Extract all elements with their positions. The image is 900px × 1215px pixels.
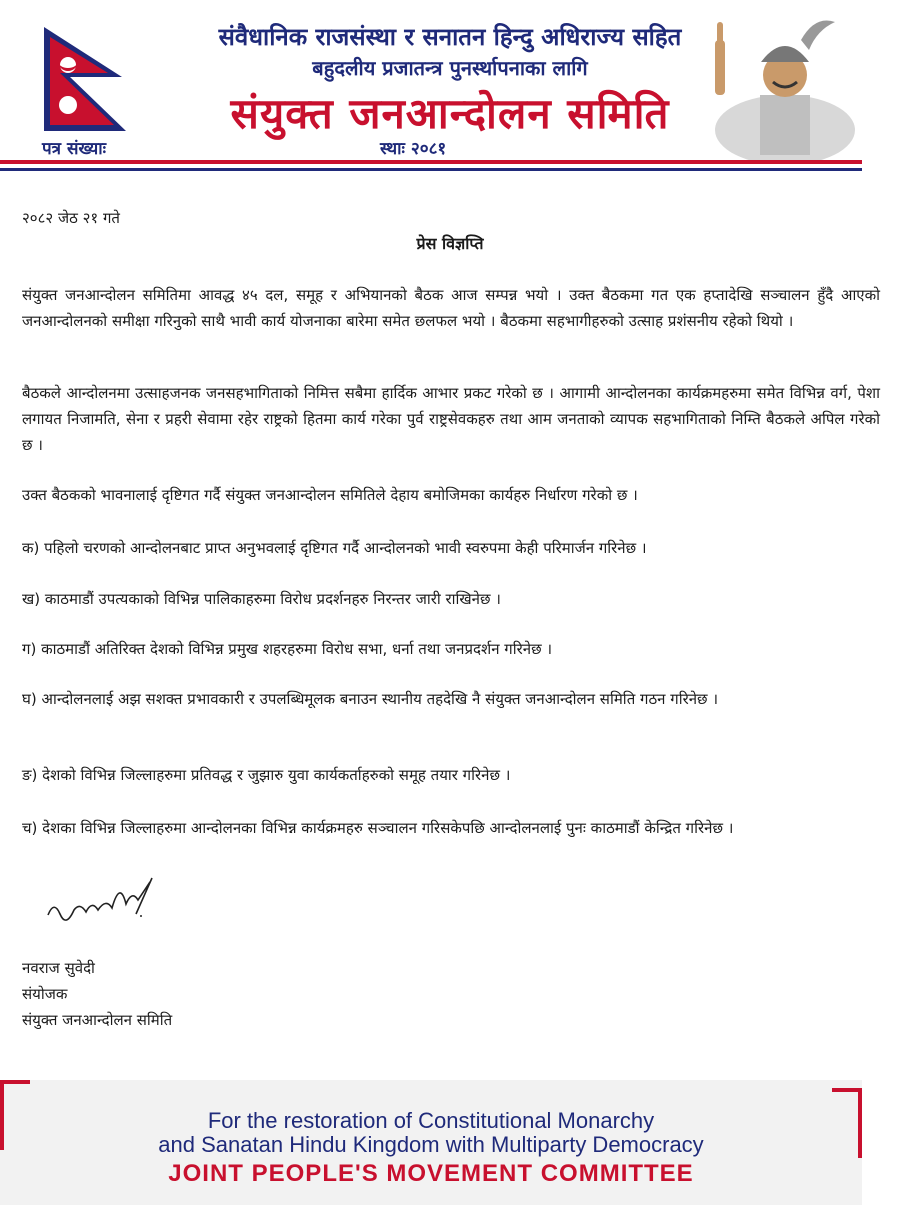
letter-number-label: पत्र संख्याः	[42, 139, 107, 159]
list-item: ङ) देशको विभिन्न जिल्लाहरुमा प्रतिवद्ध र जुझारु युवा कार्यकर्ताहरुको समूह तयार गरिनेछ ।	[22, 766, 511, 784]
list-item: ग) काठमाडौं अतिरिक्त देशको विभिन्न प्रमुख शहरहरुमा विरोध सभा, धर्ना तथा जनप्रदर्शन गरिनेछ ।	[22, 640, 553, 658]
org-name: संयुक्त जनआन्दोलन समिति	[230, 89, 670, 138]
signature	[40, 870, 170, 930]
paragraph: संयुक्त जनआन्दोलन समितिमा आवद्ध ४५ दल, समूह र अभियानको बैठक आज सम्पन्न भयो । उक्त बैठकमा गत एक हप्तादेखि सञ्चालन हुँदै आएको जनआन्दोलनको समीक्षा गरिनुको साथै भावी कार्य योजनाका बारेमा समेत छलफल भयो । बैठकमा सहभागीहरुको उत्साह प्रशंसनीय रहेको थियो ।	[22, 286, 880, 330]
footer-line-3: JOINT PEOPLE'S MOVEMENT COMMITTEE	[168, 1160, 694, 1187]
letterhead	[0, 0, 900, 175]
footer-line-2: and Sanatan Hindu Kingdom with Multiparty Democracy	[158, 1132, 704, 1157]
list-item: च) देशका विभिन्न जिल्लाहरुमा आन्दोलनका विभिन्न कार्यक्रमहरु सञ्चालन गरिसकेपछि आन्दोलनलाई पुनः काठमाडौं केन्द्रित गरिनेछ ।	[22, 819, 734, 837]
list-item: क) पहिलो चरणको आन्दोलनबाट प्राप्त अनुभवलाई दृष्टिगत गर्दै आन्दोलनको भावी स्वरुपमा केही परिमार्जन गरिनेछ ।	[22, 539, 647, 557]
document-date: २०८२ जेठ २१ गते	[22, 209, 120, 227]
signatory-block	[22, 955, 172, 1033]
nepal-flag-icon	[42, 25, 128, 133]
signatory-org: संयुक्त जनआन्दोलन समिति	[22, 1011, 173, 1029]
list-item: घ) आन्दोलनलाई अझ सशक्त प्रभावकारी र उपलब्धिमूलक बनाउन स्थानीय तहदेखि नै संयुक्त जनआन्दोलन समिति गठन गरिनेछ ।	[22, 690, 719, 708]
signatory-role: संयोजक	[22, 985, 68, 1003]
signatory-name: नवराज सुवेदी	[22, 959, 95, 977]
established-label: स्थाः २०८१	[380, 139, 447, 159]
document-title: प्रेस विज्ञप्ति	[416, 234, 484, 253]
paragraph: उक्त बैठकको भावनालाई दृष्टिगत गर्दै संयुक्त जनआन्दोलन समितिले देहाय बमोजिमका कार्यहरु निर्धारण गरेको छ ।	[22, 486, 638, 504]
header-rule-blue	[0, 168, 862, 171]
header-line-1: संवैधानिक राजसंस्था र सनातन हिन्दु अधिराज्य सहित	[218, 23, 682, 51]
footer-line-1: For the restoration of Constitutional Monarchy	[207, 1108, 655, 1133]
header-line-2: बहुदलीय प्रजातन्त्र पुनर्स्थापनाका लागि	[312, 56, 588, 80]
footer-corner-left	[0, 1080, 30, 1084]
header-rule-red	[0, 160, 862, 164]
paragraph: बैठकले आन्दोलनमा उत्साहजनक जनसहभागिताको निमित्त सबैमा हार्दिक आभार प्रकट गरेको छ । आगामी आन्दोलनका कार्यक्रमहरुमा समेत विभिन्न वर्ग, पेशा लगायत निजामति, सेना र प्रहरी सेवामा रहेर राष्ट्रको हितमा कार्य गरेका पुर्व राष्ट्रसेवकहरु तथा आम जनताको व्यापक सहभागिताको निम्ति बैठकले अपिल गरेको छ ।	[22, 384, 880, 454]
list-item: ख) काठमाडौं उपत्यकाको विभिन्न पालिकाहरुमा विरोध प्रदर्शनहरु निरन्तर जारी राखिनेछ ।	[22, 590, 501, 608]
king-portrait-icon	[705, 10, 865, 160]
